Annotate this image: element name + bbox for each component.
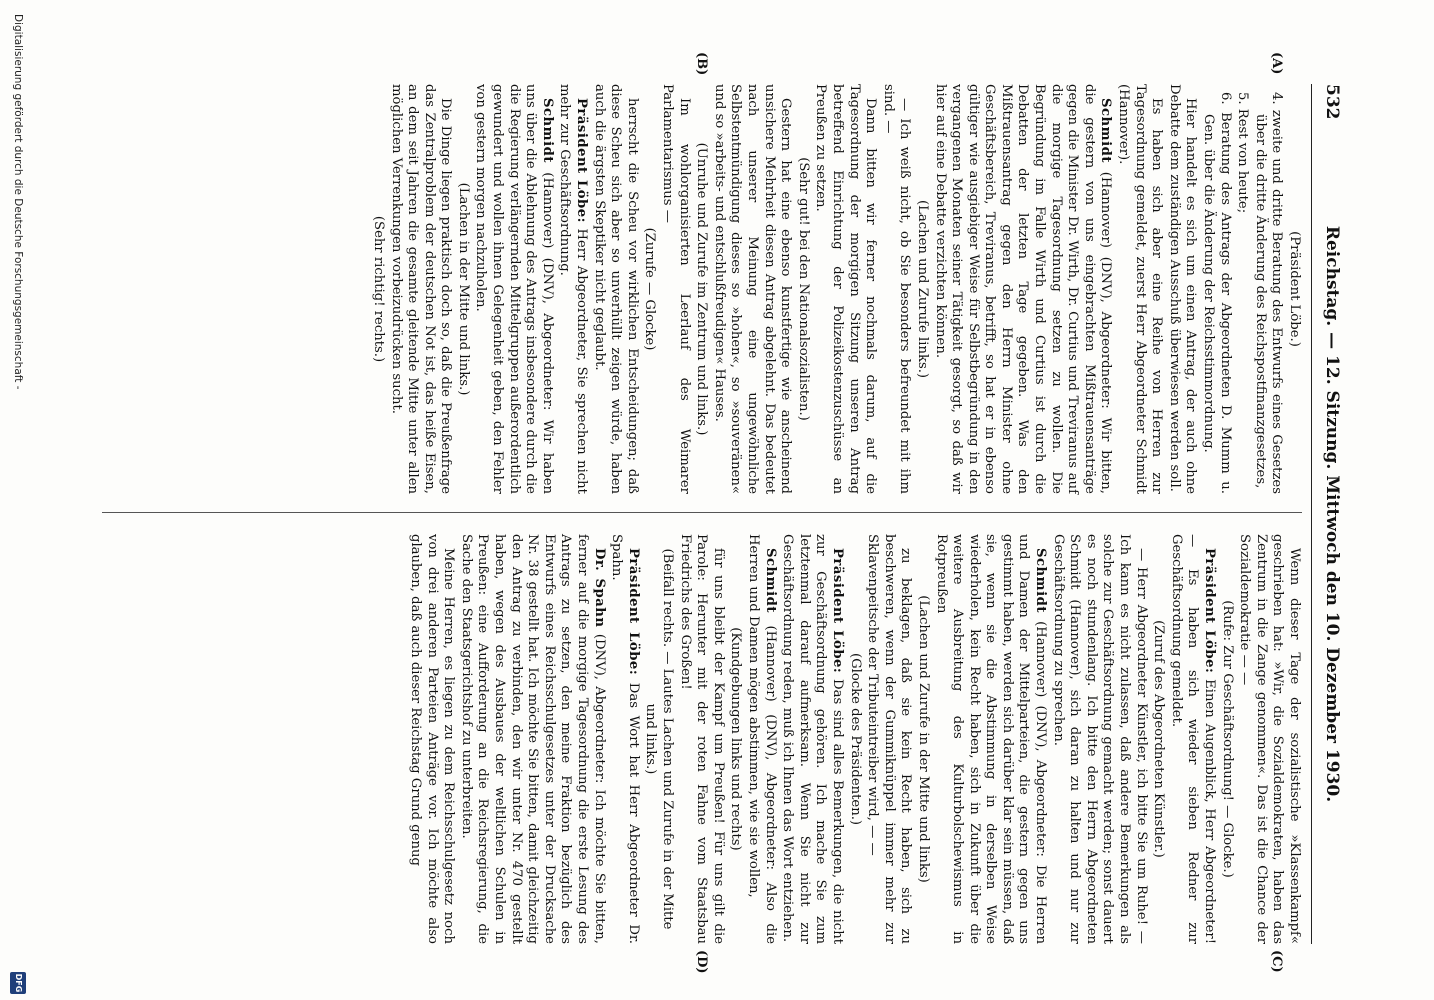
paragraph-text: herrscht die Scheu vor wirklichen Entscheidungen; daß diese Scheu sich aber so unverhüllt zeigen würde, haben auch die ärgsten Skeptiker nicht geglaubt. (591, 84, 640, 494)
paragraph-text: (Glocke des Präsidenten.) (847, 652, 863, 826)
paragraph-text: Herr Abgeordneter, Sie sprechen nicht mehr zur Geschäftsordnung. (557, 84, 590, 494)
paragraph-text: Im wohlorganisierten Leerlauf des Weimarer Parlamentarismus — (660, 84, 692, 494)
paragraph (693, 84, 710, 494)
speaker-name: Präsident Löbe: (1202, 548, 1218, 674)
margin-mark-b: (B) (694, 52, 709, 76)
paragraph (1165, 84, 1198, 494)
page-number: 532 (1322, 84, 1342, 120)
paragraph (608, 534, 641, 944)
paragraph (1218, 534, 1235, 944)
paragraph-text: (Zuruf des Abgeordneten Künstler.) (1151, 620, 1167, 858)
paragraph-text: Dann bitten wir ferner nochmals darum, auf die Tagesordnung der morgigen Sitzung unseren Antrag betreffend Einrichtung der Polizeikostenzuschüsse an Preußen zu setzen. (813, 84, 879, 494)
page-header (1312, 84, 1348, 944)
header-rule (1311, 84, 1312, 944)
column-divider (102, 512, 1302, 513)
paragraph (727, 534, 744, 944)
paragraph (457, 534, 606, 944)
paragraph (407, 534, 457, 944)
paragraph-text: zu beklagen, daß sie kein Recht haben, sich zu beschweren, wenn der Gummiknüppel immer mehr zur Sklavenpeitsche der Tributeintreiber wird, — — (865, 534, 914, 944)
paragraph (1285, 84, 1302, 494)
paragraph (590, 84, 640, 494)
paragraph-text: (Hannover) (DNV), Abgeordneter: Wir bitten, die gestern von uns eingebrachten Mißtrauensanträge gegen die Minister Dr. Wirth, Dr. Curtius und Treviranus auf die morgige Tagesordnung setzen zu wollen. Die Begründung im Falle Wirth und Curtius ist durch die Debatten der letzten Tage gegeben. Was den Mißtrauensantrag gegen den Herrn Minister ohne Geschäftsbereich, Treviranus, betrifft, so hat er in ebenso gültiger wie ausgiebiger Weise für Selbstbegründung in den vergangenen Monaten seiner Tätigkeit gesorgt, so daß wir hier auf eine Debatte verzichten können. (932, 84, 1114, 494)
paragraph (846, 534, 863, 944)
paragraph (794, 84, 811, 494)
paragraph-text: Einen Augenblick, Herr Abgeordneter! — Es haben sich wieder sieben Redner zur Geschäftsordnung gemeldet. (1168, 534, 1218, 944)
paragraph (1234, 84, 1251, 494)
paragraph-text: 5. Rest von heute; (1235, 92, 1251, 214)
paragraph-text: für uns bleibt der Kampf um Preußen! Für uns gilt die Parole: Herunter mit der roten Fahne vom Staatsbau Friedrichs des Großen! (677, 534, 726, 944)
paragraph (1114, 84, 1164, 494)
paragraph-text: Die Dinge liegen praktisch doch so, daß die Preußenfrage das Zentralproblem der deutschen Not ist, das heiße Eisen, an dem seit Jahren die gesamte gleitende Mitte unter allen möglichen Verrenkungen vorbeizudrücken sucht. (388, 84, 454, 494)
paragraph-text: (Unruhe und Zurufe im Zentrum und links.) (694, 142, 710, 436)
margin-mark-c: (C) (1269, 950, 1284, 973)
left-column (92, 84, 1302, 494)
paragraph (454, 84, 471, 494)
paragraph (812, 84, 878, 494)
paragraph-text: Das sind alles Bemerkungen, die nicht zur Geschäftsordnung gehören. Ich mache Sie zum letztenmal darauf aufmerksam. Wenn Sie nicht zur Geschäftsordnung reden, muß ich Ihnen das Wort entziehen. (780, 534, 845, 944)
paragraph (1167, 534, 1217, 944)
speaker-name: Dr. Spahn (591, 548, 607, 628)
paragraph-text: (Hannover) (DNV), Abgeordneter: Wir haben uns über die Ablehnung des Antrags insbesondere durch die die Regierung verlängernden Mittelgruppen außerordentlich gewundert und wollen ihnen Gelegenheit geben, den Fehler von gestern morgen nachzuholen. (473, 84, 555, 494)
paragraph (1236, 534, 1302, 944)
paragraph-text: (Rufe: Zur Geschäftsordnung! — Glocke.) (1219, 600, 1235, 878)
paragraph (879, 84, 912, 494)
paragraph (676, 534, 726, 944)
paragraph-text: (Kundgebungen links und rechts) (728, 627, 744, 851)
paragraph-text: (Präsident Löbe.) (1287, 231, 1302, 347)
paragraph (658, 84, 691, 494)
dfg-logo: DFG (10, 972, 26, 994)
paragraph-text: Gestern hat eine ebenso kunstfertige wie anscheinend unsichere Mehrheit diesen Antrag abgelehnt. Das bedeutet nach unserer Meinung eine ungewöhnliche Selbstentmündigung dieses so »hohen«, so »souveränen« und so »arbeits- und entschlußfreudigen« Hauses. (711, 84, 794, 494)
paragraph (779, 534, 845, 944)
paragraph (556, 84, 589, 494)
right-column (92, 534, 1302, 944)
speaker-name: Präsident Löbe: (625, 548, 641, 676)
paragraph-text: 4. zweite und dritte Beratung des Entwurfs eines Gesetzes über die dritte Änderung des Reichspostfinanzgesetzes, (1252, 92, 1285, 494)
paragraph-text: (Sehr gut! bei den Nationalsozialisten.) (795, 157, 811, 421)
paragraph-text: Hier handelt es sich um einen Antrag, der auch ohne Debatte dem zuständigen Ausschuß überwiesen werden soll. (1166, 84, 1199, 494)
margin-mark-d: (D) (694, 950, 709, 974)
paragraph-text: Meine Herren, es liegen zu dem Reichsschulgesetz noch von drei anderen Parteien Anträge vor. Ich möchte also glauben, daß auch dieser Reichstag Grund genug (408, 534, 457, 944)
paragraph (472, 84, 555, 494)
paragraph (864, 534, 914, 944)
paragraph-text: Wenn dieser Tage der sozialistische »Klassenkampf« geschrieben hat: »Wir, die Sozialdemokraten, haben das Zentrum in die Zange genommen«. Das ist die Chance der Sozialdemokratie — — (1237, 534, 1302, 944)
paragraph-text: (Lachen und Zurufe links.) (914, 199, 930, 379)
paragraph-text: (Hannover) (DNV), Abgeordneter: Also die Herren und Damen mögen abstimmen, wie sie wollen, (746, 534, 778, 944)
page-title: Reichstag. — 12. Sitzung. Mittwoch den 10. Dezember 1930. (1322, 225, 1342, 803)
paragraph-text: (Lachen und Zurufe in der Mitte und links) (915, 595, 931, 883)
speaker-name: Schmidt (1098, 98, 1114, 163)
digitization-credit (0, 0, 30, 1000)
paragraph-text: 6. Beratung des Antrags der Abgeordneten D. Mumm u. Gen. über die Änderung der Reichsstimmordnung. (1201, 92, 1233, 494)
paragraph (913, 84, 930, 494)
paragraph-text: Es haben sich aber eine Reihe von Herren zur Tagesordnung gemeldet, zuerst Herr Abgeordneter Schmidt (Hannover). (1116, 84, 1165, 494)
speaker-name: Schmidt (1033, 548, 1049, 613)
paragraph-text: (DNV), Abgeordneter: Ich möchte Sie bitten, ferner auf die morgige Tagesordnung die erste Lesung des Antrags zu setzen, den meine Fraktion bezüglich des Entwurfs eines Reichsschulgesetzes unter der Drucksache Nr. 38 gestellt hat. Ich möchte Sie bitten, damit gleichzeitig den Antrag zu verbinden, den wir unter Nr. 470 gestellt haben, wegen des Ausbaues der weltlichen Schulen in Preußen: eine Aufforderung an die Reichsregierung, die Sache den Staatsgerichtshof zu unterbreiten. (458, 534, 607, 944)
paragraph-text: (Hannover) (DNV), Abgeordneter: Die Herren und Damen der Mittelparteien, die gestern gegen uns gestimmt haben, werden sich darüber klar sein müssen, daß sie, wenn sie die Abstimmung in derselben Weise wiederholen, kein Recht haben, sich in Zukunft über die weitere Ausbreitung des Kulturbolschewismus in Rotpreußen (933, 534, 1049, 944)
paragraph-text: (Lachen in der Mitte und links.) (455, 182, 471, 396)
paragraph (641, 84, 658, 494)
speaker-name: Präsident Löbe: (829, 548, 845, 674)
paragraph-text: (Zurufe — Glocke) (642, 227, 658, 351)
paragraph (931, 84, 1114, 494)
paragraph (710, 84, 793, 494)
paragraph (1199, 84, 1232, 494)
paragraph (932, 534, 1048, 944)
margin-mark-a: (A) (1269, 52, 1284, 75)
paragraph (387, 84, 453, 494)
paragraph-text: Das Wort hat Herr Abgeordneter Dr. Spahn. (609, 534, 641, 944)
paragraph-text: (Sehr richtig! rechts.) (370, 215, 386, 363)
paragraph (642, 534, 675, 944)
paragraph (1150, 534, 1167, 944)
speaker-name: Schmidt (539, 98, 555, 163)
credit-text: Digitalisierung gefördert durch die Deutsche Forschungsgemeinschaft - (12, 14, 24, 390)
paragraph-text: — Ich weiß nicht, ob Sie besonders befreundet mit ihm sind. — (880, 84, 913, 494)
paragraph (744, 534, 777, 944)
paragraph (1251, 84, 1284, 494)
paragraph-text: (Beifall rechts. — Lautes Lachen und Zurufe in der Mitte und links.) (643, 548, 676, 930)
paragraph (914, 534, 931, 944)
paragraph-text: — Herr Abgeordneter Künstler, ich bitte Sie um Ruhe! — Ich kann es nicht zulassen, daß andere Bemerkungen als solche zur Geschäftsordnung gemacht werden; sonst dauert es noch stundenlang. Ich bitte den Herrn Abgeordneten Schmidt (Hannover), sich daran zu halten und nur zur Geschäftsordnung zu sprechen. (1050, 534, 1149, 944)
paragraph (1049, 534, 1149, 944)
speaker-name: Schmidt (762, 548, 778, 613)
speaker-name: Präsident Löbe: (574, 98, 590, 224)
paragraph (369, 84, 386, 494)
